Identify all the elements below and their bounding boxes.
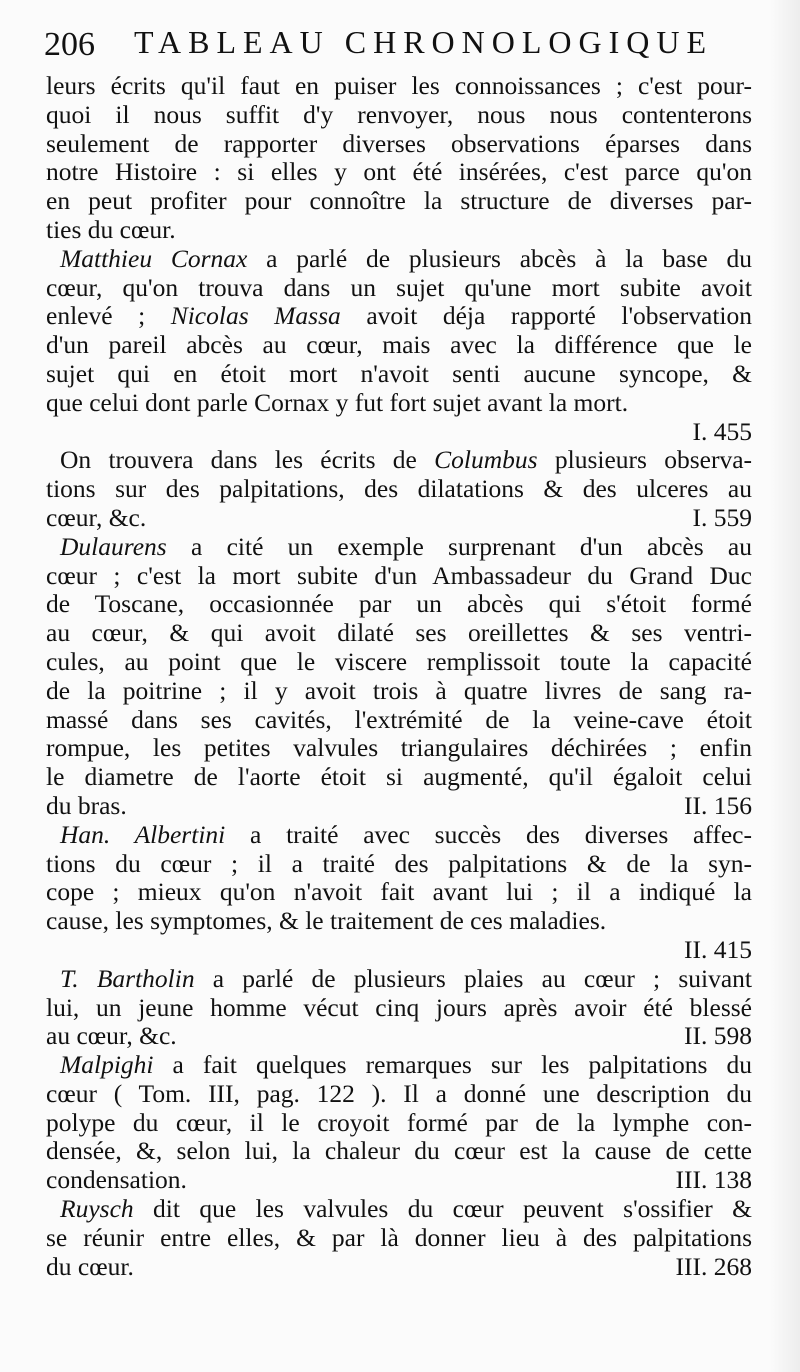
page-body [46, 72, 752, 1281]
paragraph [46, 72, 752, 245]
line-text: se réunir entre elles, & par là donner lieu à des palpitations [46, 1222, 752, 1252]
volume-page-reference: II. 415 [684, 934, 752, 964]
text-line [46, 1080, 752, 1109]
closing-line [46, 1253, 752, 1282]
text-line [46, 1137, 752, 1166]
line-text: cause, les symptomes, & le traitement de ces maladies. [46, 906, 607, 936]
text-line [46, 590, 752, 619]
line-text: ties du cœur. [46, 214, 176, 244]
line-text: d'un pareil abcès au cœur, mais avec la différence que le [46, 330, 752, 360]
line-text: que celui dont parle Cornax y fut fort sujet avant la mort. [46, 387, 629, 417]
text-line [46, 475, 752, 504]
running-header [44, 22, 764, 68]
line-text: cope ; mieux qu'on n'avoit fait avant lui ; il a indiqué la [46, 877, 752, 907]
line-text: densée, &, selon lui, la chaleur du cœur est la cause de cette [46, 1136, 752, 1166]
closing-line [46, 1022, 752, 1051]
text-line [46, 821, 752, 850]
text-line [46, 619, 752, 648]
line-text: leurs écrits qu'il faut en puiser les connoissances ; c'est pour- [46, 71, 752, 100]
page-number: 206 [44, 26, 95, 63]
line-text: de la poitrine ; il y avoit trois à quatre livres de sang ra- [46, 675, 752, 705]
line-text: cœur, &c. [46, 502, 147, 532]
line-text: a traité avec succès des diverses affec- [225, 819, 752, 849]
person-name: Dulaurens [60, 531, 167, 561]
page-shadow [770, 0, 800, 1372]
volume-page-reference: III. 268 [675, 1251, 752, 1281]
line-text: de Toscane, occasionnée par un abcès qui s'étoit formé [46, 589, 752, 619]
text-line [46, 245, 752, 274]
person-name: Ruysch [60, 1194, 134, 1224]
text-line [46, 965, 752, 994]
text-line [46, 734, 752, 763]
text-line [46, 72, 752, 101]
text-line [46, 1195, 752, 1224]
line-text: cœur ; c'est la mort subite d'un Ambassadeur du Grand Duc [46, 560, 752, 590]
line-text: au cœur, &c. [46, 1021, 177, 1051]
text-line [46, 360, 752, 389]
line-text: condensation. [46, 1165, 187, 1195]
line-text: en peut profiter pour connoître la structure de diverses par- [46, 186, 752, 216]
text-line [46, 216, 752, 245]
text-line [46, 130, 752, 159]
text-line [46, 533, 752, 562]
person-name: Malpighi [60, 1050, 154, 1080]
person-name: Nicolas Massa [170, 301, 341, 331]
person-name: T. Bartholin [60, 963, 195, 993]
line-text: tions sur des palpitations, des dilatations & des ulceres au [46, 474, 752, 504]
line-text: rompue, les petites valvules triangulaires déchirées ; enfin [46, 733, 752, 763]
person-name: Han. Albertini [60, 819, 226, 849]
running-title: TABLEAU CHRONOLOGIQUE [134, 24, 714, 60]
text-line [46, 706, 752, 735]
line-text: notre Histoire : si elles y ont été insérées, c'est parce qu'on [46, 157, 752, 187]
text-line [46, 562, 752, 591]
text-line [46, 331, 752, 360]
line-text: du bras. [46, 790, 127, 820]
line-text: cœur ( Tom. III, pag. 122 ). Il a donné une description du [46, 1078, 752, 1108]
text-line [46, 1224, 752, 1253]
line-text: sujet qui en étoit mort n'avoit senti aucune syncope, & [46, 358, 752, 388]
text-line [46, 1051, 752, 1080]
closing-line [46, 504, 752, 533]
closing-line [46, 1166, 752, 1195]
volume-page-reference: III. 138 [675, 1165, 752, 1195]
text-line [46, 994, 752, 1023]
line-text: avoit déja rapporté l'observation [340, 301, 753, 331]
person-name: Columbus [434, 445, 538, 475]
line-text: massé dans ses cavités, l'extrémité de la veine-cave étoit [46, 704, 752, 734]
line-text: a parlé de plusieurs plaies au cœur ; suivant [194, 963, 752, 993]
text-line [46, 763, 752, 792]
paragraph [46, 821, 752, 965]
line-text: cules, au point que le viscere remplissoit toute la capacité [46, 646, 752, 676]
line-text: plusieurs observa- [537, 445, 752, 475]
line-text: le diametre de l'aorte étoit si augmenté, qu'il égaloit celui [46, 762, 752, 792]
person-name: Matthieu Cornax [60, 243, 248, 273]
line-text: du cœur. [46, 1251, 134, 1281]
text-line [46, 274, 752, 303]
line-text: a cité un exemple surprenant d'un abcès au [166, 531, 752, 561]
volume-page-reference: II. 156 [684, 790, 752, 820]
line-text: au cœur, & qui avoit dilaté ses oreillettes & ses ventri- [46, 618, 752, 648]
text-line [46, 187, 752, 216]
line-text: polype du cœur, il le croyoit formé par de la lymphe con- [46, 1107, 752, 1137]
line-text: a parlé de plusieurs abcès à la base du [247, 243, 752, 273]
line-text: tions du cœur ; il a traité des palpitations & de la syn- [46, 848, 752, 878]
line-text: lui, un jeune homme vécut cinq jours après avoir été blessé [46, 992, 752, 1022]
text-line [46, 158, 752, 187]
paragraph [46, 446, 752, 532]
text-line [46, 389, 752, 418]
line-text: quoi il nous suffit d'y renvoyer, nous nous contenterons [46, 99, 752, 129]
text-line [46, 850, 752, 879]
text-line [46, 1109, 752, 1138]
line-text: seulement de rapporter diverses observations éparses dans [46, 128, 752, 158]
paragraph [46, 1195, 752, 1281]
line-text: cœur, qu'on trouva dans un sujet qu'une mort subite avoit [46, 272, 752, 302]
paragraph [46, 965, 752, 1051]
text-line [46, 101, 752, 130]
paragraph [46, 533, 752, 821]
line-text: dit que les valvules du cœur peuvent s'ossifier & [133, 1194, 752, 1224]
text-line [46, 677, 752, 706]
line-text: enlevé ; [46, 301, 171, 331]
volume-page-reference: II. 598 [684, 1021, 752, 1051]
text-line [46, 878, 752, 907]
text-line [46, 302, 752, 331]
line-text: a fait quelques remarques sur les palpitations du [153, 1050, 752, 1080]
text-line [46, 907, 752, 936]
closing-line [46, 792, 752, 821]
volume-page-reference: I. 559 [692, 502, 752, 532]
paragraph [46, 245, 752, 447]
volume-page-reference: I. 455 [692, 416, 752, 446]
text-line [46, 648, 752, 677]
paragraph [46, 1051, 752, 1195]
text-line [46, 446, 752, 475]
line-text: On trouvera dans les écrits de [60, 445, 435, 475]
